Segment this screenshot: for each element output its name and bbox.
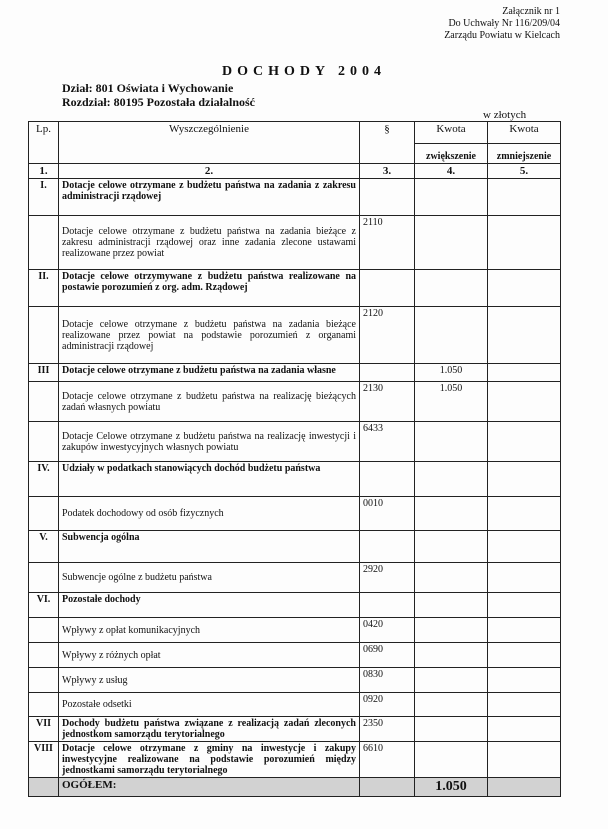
page-title: DOCHODY 2004 <box>221 64 387 79</box>
row-decrease <box>488 270 561 307</box>
table-row <box>29 179 561 216</box>
row-decrease <box>488 643 561 668</box>
table-row <box>29 497 561 531</box>
row-decrease <box>488 742 561 778</box>
row-description: Dotacje celowe otrzymywane z budżetu państwa realizowane na postawie porozumień z org. adm. Rządowej <box>59 270 360 307</box>
row-decrease <box>488 668 561 693</box>
table-row <box>29 382 561 422</box>
row-paragraph: 2120 <box>360 307 415 364</box>
row-increase <box>415 742 488 778</box>
row-increase: 1.050 <box>415 382 488 422</box>
row-description: Dotacje celowe otrzymane z budżetu państwa na realizację bieżących zadań własnych powiatu <box>59 382 360 422</box>
table-row <box>29 563 561 593</box>
row-decrease <box>488 531 561 563</box>
row-increase <box>415 497 488 531</box>
row-description: Dotacje celowe otrzymane z budżetu państwa na zadania bieżące z zakresu administracji rządowej oraz inne zadania zlecone ustawami realizowane przez powiat <box>59 216 360 270</box>
table-row <box>29 593 561 618</box>
row-lp <box>29 497 59 531</box>
row-increase <box>415 531 488 563</box>
table-row <box>29 742 561 778</box>
row-paragraph: 2130 <box>360 382 415 422</box>
row-lp: II. <box>29 270 59 307</box>
row-paragraph: 2350 <box>360 717 415 742</box>
table-row <box>29 462 561 497</box>
row-decrease <box>488 382 561 422</box>
row-increase <box>415 462 488 497</box>
row-lp <box>29 643 59 668</box>
row-decrease <box>488 307 561 364</box>
row-increase <box>415 717 488 742</box>
row-decrease <box>488 593 561 618</box>
column-number-row <box>29 164 561 179</box>
header-amount-decrease: Kwota <box>488 122 561 144</box>
row-increase <box>415 307 488 364</box>
row-decrease <box>488 179 561 216</box>
header-decrease: zmniejszenie <box>488 144 561 164</box>
table-row <box>29 422 561 462</box>
row-increase <box>415 593 488 618</box>
row-paragraph <box>360 593 415 618</box>
total-value: 1.050 <box>415 778 488 797</box>
row-paragraph <box>360 462 415 497</box>
table-row <box>29 618 561 643</box>
total-par-cell <box>360 778 415 797</box>
row-description: Pozostałe dochody <box>59 593 360 618</box>
col-num-4: 4. <box>415 164 488 179</box>
col-num-5: 5. <box>488 164 561 179</box>
row-paragraph: 6433 <box>360 422 415 462</box>
row-lp: VIII <box>29 742 59 778</box>
income-table <box>28 121 561 797</box>
row-increase <box>415 422 488 462</box>
row-paragraph <box>360 270 415 307</box>
dzial-label: Dział: 801 Oświata i Wychowanie <box>62 81 234 95</box>
row-paragraph: 0920 <box>360 693 415 717</box>
table-row <box>29 531 561 563</box>
row-description: Wpływy z opłat komunikacyjnych <box>59 618 360 643</box>
row-decrease <box>488 422 561 462</box>
header-amount-increase: Kwota <box>415 122 488 144</box>
row-lp <box>29 422 59 462</box>
section-info <box>62 81 255 109</box>
table-row <box>29 216 561 270</box>
table-row <box>29 307 561 364</box>
row-increase <box>415 563 488 593</box>
row-lp: IV. <box>29 462 59 497</box>
row-decrease <box>488 618 561 643</box>
header-paragraph: § <box>360 122 415 164</box>
col-num-1: 1. <box>29 164 59 179</box>
total-label: OGÓŁEM: <box>59 778 360 797</box>
table-row <box>29 643 561 668</box>
row-description: Subwencja ogólna <box>59 531 360 563</box>
row-paragraph: 0690 <box>360 643 415 668</box>
row-decrease <box>488 462 561 497</box>
row-description: Dotacje celowe otrzymane z budżetu państwa na zadania bieżące realizowane przez powiat na podstawie porozumień z organami administracji rządowej <box>59 307 360 364</box>
row-description: Udziały w podatkach stanowiących dochód budżetu państwa <box>59 462 360 497</box>
row-increase <box>415 216 488 270</box>
row-lp <box>29 618 59 643</box>
row-increase <box>415 618 488 643</box>
total-lp-cell <box>29 778 59 797</box>
col-num-3: 3. <box>360 164 415 179</box>
row-lp <box>29 563 59 593</box>
row-increase <box>415 668 488 693</box>
row-paragraph <box>360 179 415 216</box>
row-increase: 1.050 <box>415 364 488 382</box>
table-row <box>29 270 561 307</box>
row-paragraph: 0420 <box>360 618 415 643</box>
row-description: Wpływy z usług <box>59 668 360 693</box>
row-description: Subwencje ogólne z budżetu państwa <box>59 563 360 593</box>
row-paragraph: 2110 <box>360 216 415 270</box>
annex-line-2: Do Uchwały Nr 116/209/04 <box>448 18 560 29</box>
row-increase <box>415 693 488 717</box>
annex-line-1: Załącznik nr 1 <box>502 6 560 17</box>
row-description: Dotacje celowe otrzymane z budżetu państwa na zadania z zakresu administracji rządowej <box>59 179 360 216</box>
header-increase: zwiększenie <box>415 144 488 164</box>
row-lp <box>29 216 59 270</box>
table-row <box>29 717 561 742</box>
row-description: Wpływy z różnych opłat <box>59 643 360 668</box>
row-paragraph: 2920 <box>360 563 415 593</box>
row-paragraph: 0830 <box>360 668 415 693</box>
row-decrease <box>488 216 561 270</box>
row-decrease <box>488 563 561 593</box>
row-lp: I. <box>29 179 59 216</box>
total-row <box>29 778 561 797</box>
row-lp: VI. <box>29 593 59 618</box>
row-lp <box>29 307 59 364</box>
row-increase <box>415 179 488 216</box>
row-lp <box>29 668 59 693</box>
currency-unit: w złotych <box>483 109 527 121</box>
row-paragraph <box>360 364 415 382</box>
row-lp <box>29 382 59 422</box>
annex-line-3: Zarządu Powiatu w Kielcach <box>444 30 560 41</box>
row-decrease <box>488 717 561 742</box>
row-paragraph: 6610 <box>360 742 415 778</box>
row-description: Dotacje celowe otrzymane z budżetu państwa na zadania własne <box>59 364 360 382</box>
table-row <box>29 668 561 693</box>
row-description: Dotacje celowe otrzymane z gminy na inwestycje i zakupy inwestycyjne realizowane na podstawie porozumień między jednostkami samorządu terytorialnego <box>59 742 360 778</box>
header-row <box>29 122 561 144</box>
row-decrease <box>488 364 561 382</box>
table-row <box>29 364 561 382</box>
row-description: Pozostałe odsetki <box>59 693 360 717</box>
annex-header <box>444 6 560 42</box>
header-description: Wyszczególnienie <box>59 122 360 164</box>
row-paragraph: 0010 <box>360 497 415 531</box>
row-paragraph <box>360 531 415 563</box>
table-row <box>29 693 561 717</box>
row-description: Dotacje Celowe otrzymane z budżetu państwa na realizację inwestycji i zakupów inwestycyjnych własnych powiatu <box>59 422 360 462</box>
row-increase <box>415 270 488 307</box>
row-decrease <box>488 693 561 717</box>
rozdzial-label: Rozdział: 80195 Pozostała działalność <box>62 95 255 109</box>
row-description: Podatek dochodowy od osób fizycznych <box>59 497 360 531</box>
row-lp: V. <box>29 531 59 563</box>
row-lp <box>29 693 59 717</box>
row-description: Dochody budżetu państwa związane z realizacją zadań zleconych jednostkom samorządu terytorialnego <box>59 717 360 742</box>
row-decrease <box>488 497 561 531</box>
col-num-2: 2. <box>59 164 360 179</box>
row-lp: III <box>29 364 59 382</box>
row-increase <box>415 643 488 668</box>
total-decrease-cell <box>488 778 561 797</box>
header-lp: Lp. <box>29 122 59 164</box>
row-lp: VII <box>29 717 59 742</box>
